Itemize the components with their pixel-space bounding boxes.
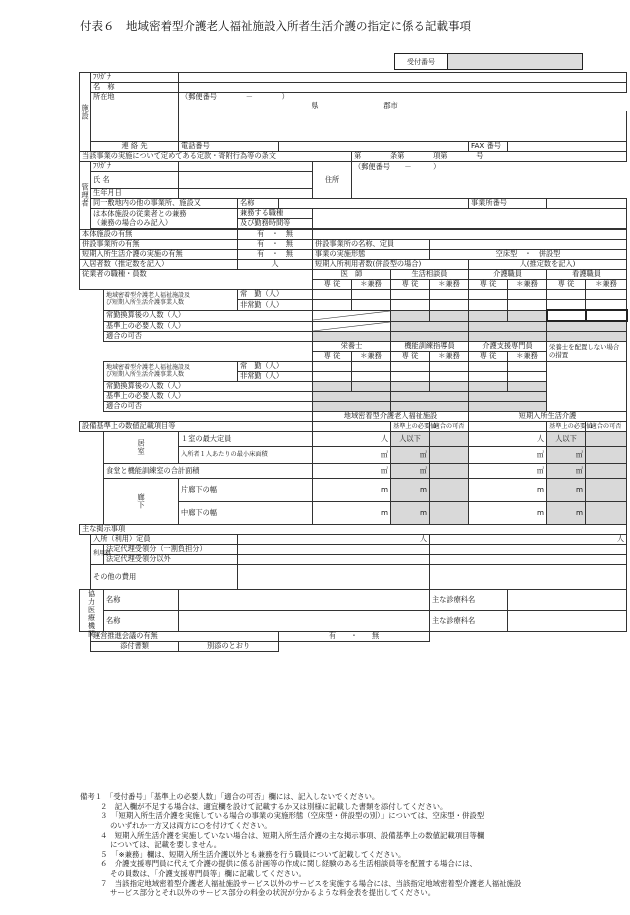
impl-form-choice[interactable]: 空床型 ・ 併設型	[430, 250, 627, 260]
coop-dept-label-1: 主な診療科名	[430, 590, 508, 611]
admin-concurrent-label-1: 同一敷地内の他の事業所、施設又	[91, 199, 238, 209]
council-label: 運営推進会議の有無	[91, 632, 279, 642]
col-full: 専 従	[313, 280, 352, 290]
corr-single-req-b: m	[547, 479, 586, 502]
annex-name-label: 併設事業所の名称、定員	[313, 240, 430, 250]
main-facility-field[interactable]	[313, 230, 627, 240]
remark-3: ３ 「短期入所生活介護を実施している場合の事業の実施形態（空床型・併設型の別）」については、空床型・併設型	[100, 811, 485, 821]
col-full: 専 従	[391, 280, 430, 290]
annexed-label: 併設事業所の有無	[80, 240, 238, 250]
equip-ok-b: 適合の可否	[586, 422, 627, 432]
facility-city: 郡市	[383, 101, 398, 111]
coop-dept-label-2: 主な診療科名	[430, 611, 508, 632]
job-care-manager: 介護支援専門員	[469, 342, 547, 352]
room-area-req-a: ㎡	[391, 447, 430, 464]
room-area-req-b: ㎡	[547, 447, 586, 464]
remark-4b: については、記載を要しません。	[110, 840, 222, 850]
room-cap-unit-a[interactable]: 人	[313, 432, 391, 447]
facility-tel-label: 電話番号	[179, 142, 279, 152]
fte-label: 常勤換算後の人数（人）	[104, 310, 313, 321]
col-full: 専 従	[469, 280, 508, 290]
facility-fax-label: FAX 番号	[469, 142, 508, 152]
fulltime-label: 常 勤（人）	[238, 290, 313, 300]
fee-group-label: 利用料	[91, 545, 104, 565]
admin-furigana-label: ﾌﾘｶﾞﾅ	[91, 162, 179, 172]
admin-office-no-label: 事業所番号	[469, 199, 547, 209]
col-full: 専 従	[313, 352, 352, 362]
col-part: ＊兼務	[352, 280, 391, 290]
job-doctor: 医 師	[313, 270, 391, 280]
fulltime-label: 常 勤（人）	[238, 362, 313, 372]
equip-ok-a: 適合の可否	[430, 422, 469, 432]
form-title: 付表６ 地域密着型介護老人福祉施設入所者生活介護の指定に係る記載事項	[80, 19, 471, 33]
job-therapist: 機能訓練指導員	[391, 342, 469, 352]
col-part: ＊兼務	[430, 280, 469, 290]
equip-header-facility: 地域密着型介護老人福祉施設	[313, 412, 469, 422]
fee-insured-a[interactable]	[238, 545, 430, 555]
dining-unit-b[interactable]: ㎡	[469, 464, 547, 479]
col-part: ＊兼務	[352, 352, 391, 362]
col-full: 専 従	[391, 352, 430, 362]
admin-concurrent-name-field[interactable]	[279, 199, 469, 209]
job-caregiver: 介護職員	[469, 270, 547, 280]
admin-furigana-field[interactable]	[179, 162, 313, 172]
col-full: 専 従	[469, 352, 508, 362]
corr-single-req-a: m	[391, 479, 430, 502]
remark-2: ２ 記入欄が不足する場合は、適宜欄を設けて記載するか又は別様に記載した書類を添付してください。	[100, 801, 448, 811]
other-costs-b[interactable]	[430, 565, 627, 590]
corr-single-unit-a[interactable]: m	[313, 479, 391, 502]
job-dietitian: 栄養士	[313, 342, 391, 352]
facility-tel-field[interactable]	[279, 142, 469, 152]
remark-1: 備考１ 「受付番号」「基準上の必要人数」「適合の可否」欄には、記入しないでください。	[80, 792, 380, 801]
remark-7: ７ 当該指定地域密着型介護老人福祉施設サービス以外のサービスを実施する場合には、当該指定地域密着型介護老人福祉施設	[100, 878, 522, 888]
notice-capacity-a[interactable]: 人	[238, 535, 430, 545]
fte-label: 常勤換算後の人数（人）	[104, 382, 313, 392]
parttime-label: 非常勤（人）	[238, 372, 313, 382]
dining-req-a: ㎡	[391, 464, 430, 479]
notice-header: 主な掲示事項	[80, 525, 627, 535]
no-dietitian-measure: 栄養士を配置しない場合の措置	[547, 342, 627, 362]
staff-header: 従業者の職種・員数	[80, 270, 313, 290]
annex-name-field[interactable]	[430, 240, 627, 250]
facility-furigana-field[interactable]	[179, 73, 627, 83]
col-part: ＊兼務	[430, 352, 469, 362]
admin-birth-field[interactable]	[179, 189, 313, 199]
short-stay-choice[interactable]: 有 ・ 無	[238, 250, 313, 260]
room-capacity-label: １室の最大定員	[179, 432, 313, 447]
attachments-label: 添付書類	[91, 642, 179, 652]
coop-dept-field-2[interactable]	[508, 611, 627, 632]
fee-other-b[interactable]	[430, 555, 627, 565]
coop-dept-field-1[interactable]	[508, 590, 627, 611]
adequacy-label: 適合の可否	[104, 332, 313, 342]
other-costs-label: その他の費用	[91, 565, 238, 590]
article-number[interactable]: 第 条第 項第 号	[352, 152, 627, 162]
equip-items-label: 設備基準上の数値記載項目等	[80, 422, 313, 432]
impl-form-label: 事業の実施形態	[313, 250, 430, 260]
room-cap-unit-b[interactable]: 人	[469, 432, 547, 447]
facility-name-label: 名 称	[91, 83, 179, 93]
remark-7b: サービス部分とそれ以外のサービス部分の料金の状況が分かるような料金表を提出してください。	[110, 888, 436, 898]
notice-capacity-label: 入所（利用）定員	[91, 535, 238, 545]
dining-unit-a[interactable]: ㎡	[313, 464, 391, 479]
room-area-unit-a[interactable]: ㎡	[313, 447, 391, 464]
corr-mid-req-b: m	[547, 502, 586, 525]
required-label: 基準上の必要人数（人）	[104, 321, 313, 332]
main-facility-choice[interactable]: 有 ・ 無	[238, 230, 313, 240]
corr-single-unit-b[interactable]: m	[469, 479, 547, 502]
short-users-unit[interactable]: 人(推定数を記入)	[469, 260, 627, 270]
facility-furigana-label: ﾌﾘｶﾞﾅ	[91, 73, 179, 83]
room-area-label: 入所者１人あたりの最小床面積	[179, 447, 313, 464]
admin-address-label: 住所	[313, 162, 352, 199]
council-choice[interactable]: 有 ・ 無	[279, 632, 430, 642]
coop-name-field-2[interactable]	[179, 611, 430, 632]
facility-pref: 県	[311, 101, 319, 111]
admin-birth-label: 生年月日	[91, 189, 179, 199]
admin-name-label: 氏 名	[91, 172, 179, 189]
equip-req-a: 基準上の必要値	[391, 422, 430, 432]
dining-area-label: 食堂と機能訓練室の合計面積	[104, 464, 313, 479]
corridor-middle-label: 中廊下の幅	[179, 502, 313, 525]
fee-insured-label: 法定代理受領分（一割負担分）	[104, 545, 238, 555]
remark-6b: その員数は、「介護支援専門員等」欄に記載してください。	[110, 869, 306, 878]
room-cap-req-b: 人以下	[547, 432, 586, 447]
short-users-label: 短期入所利用者数(併設型の場合)	[313, 260, 469, 270]
remark-6: ６ 介護支援専門員に代えて介護の提供に係る計画等の作成に関し経験のある生活相談員等を配置する場合には、	[100, 859, 477, 869]
article-label: 当該事業の実施について定めてある定款・寄附行為等の条文	[80, 152, 352, 162]
required-label: 基準上の必要人数（人）	[104, 392, 313, 402]
col-full: 専 従	[547, 280, 586, 290]
fee-insured-b[interactable]	[430, 545, 627, 555]
room-cap-req-a: 人以下	[391, 432, 430, 447]
notice-capacity-b[interactable]: 人	[430, 535, 627, 545]
worker-label: 地域密着型介護老人福祉施設及 び短期入所生活介護事業人数	[104, 290, 238, 311]
corr-mid-unit-a[interactable]: m	[313, 502, 391, 525]
receipt-number-label: 受付番号	[395, 54, 448, 69]
equip-req-b: 基準上の必要値	[547, 422, 586, 432]
parttime-label: 非常勤（人）	[238, 300, 313, 311]
residents-label: 入居者数（推定数を記入）	[80, 260, 238, 270]
remarks	[80, 792, 625, 898]
corr-mid-req-a: m	[391, 502, 430, 525]
remark-4: ４ 短期入所生活介護を実施していない場合は、短期入所生活介護の主な掲示事項、設備基準上の数値記載項目等欄	[100, 830, 485, 840]
facility-postal[interactable]: （郵便番号 － ）	[181, 92, 289, 102]
corridor-group-label: 廊下	[104, 479, 179, 525]
equip-header-short: 短期入所生活介護	[469, 412, 627, 422]
room-group-label: 居室	[104, 432, 179, 464]
facility-contact-label: 連 絡 先	[91, 142, 179, 152]
facility-name-field[interactable]	[179, 83, 627, 93]
coop-name-field-1[interactable]	[179, 590, 430, 611]
admin-group-label: 管理者	[80, 162, 91, 230]
remark-5: ５ 「※兼務」欄は、短期入所生活介護以外とも兼務を行う職員について記載してください。	[100, 849, 406, 859]
short-stay-label: 短期入所生活介護の実施の有無	[80, 250, 238, 260]
admin-duty-label-2: 及び勤務時間等	[238, 219, 313, 229]
facility-fax-field[interactable]	[508, 142, 627, 152]
col-part: ＊兼務	[586, 280, 627, 290]
fee-other-label: 法定代理受領分以外	[104, 555, 238, 565]
coop-name-label-2: 名称	[104, 611, 179, 632]
admin-office-no-field[interactable]	[547, 199, 627, 209]
col-part: ＊兼務	[508, 352, 547, 362]
admin-duty-label-1: 兼務する職種	[238, 209, 313, 219]
job-nurse: 看護職員	[547, 270, 627, 280]
receipt-number-field[interactable]	[448, 54, 582, 69]
annexed-choice[interactable]: 有 ・ 無	[238, 240, 313, 250]
coop-name-label-1: 名称	[104, 590, 179, 611]
other-costs-a[interactable]	[238, 565, 430, 590]
residents-unit[interactable]: 人	[238, 260, 313, 270]
room-area-unit-b[interactable]: ㎡	[469, 447, 547, 464]
receipt-number-box	[394, 53, 583, 70]
admin-concurrent-name-label: 名称	[238, 199, 279, 209]
job-counselor: 生活相談員	[391, 270, 469, 280]
col-part: ＊兼務	[508, 280, 547, 290]
form-table	[79, 72, 628, 652]
admin-duty-field[interactable]	[313, 209, 627, 229]
admin-name-field[interactable]	[179, 172, 313, 189]
worker-label-2: 地域密着型介護老人福祉施設及 び短期入所生活介護事業人数	[104, 362, 238, 382]
attachments-value: 別添のとおり	[179, 642, 279, 652]
coop-group-label: 協力医療機関	[80, 590, 104, 632]
admin-postal[interactable]: （郵便番号 － ）	[354, 161, 441, 171]
admin-concurrent-label-3: （兼務の場合のみ記入）	[93, 218, 173, 228]
main-facility-label: 本体施設の有無	[80, 230, 238, 240]
fee-other-a[interactable]	[238, 555, 430, 565]
admin-concurrent-label-2: は本体施設の従業者との兼務	[93, 208, 187, 218]
adequacy-label: 適合の可否	[104, 402, 313, 412]
remark-3b: のいずれか一方又は両方に○を付けてください。	[110, 820, 272, 830]
corridor-single-label: 片廊下の幅	[179, 479, 313, 502]
corr-mid-unit-b[interactable]: m	[469, 502, 547, 525]
facility-location-label: 所在地	[91, 93, 179, 142]
dining-req-b: ㎡	[547, 464, 586, 479]
facility-group-label: 施設	[80, 73, 91, 152]
